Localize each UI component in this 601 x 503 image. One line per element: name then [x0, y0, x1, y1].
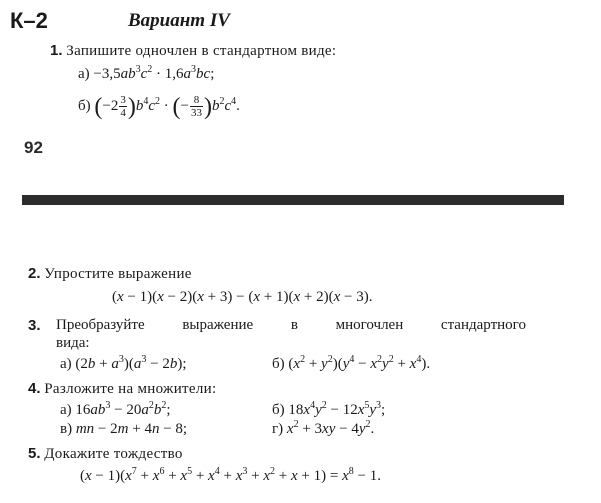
task-1a: [78, 66, 214, 83]
task-1b-expression: (−2 $\frac{3}{4}$ )$b^4c^2$ · (− $\frac{8}{33}$ )$b^2c^4$.: [94, 94, 240, 120]
task-3-word-3: в: [290, 317, 298, 333]
task-1a-expression: $-3,5ab^3c^2 \cdot 1,6a^3bc$;: [93, 64, 215, 82]
task-5-number: 5.: [28, 445, 41, 462]
task-4a-expression: $16ab^3 - 20a^2b^2$;: [75, 400, 171, 418]
task-2-text: Упростите выражение: [44, 266, 192, 282]
task-4-heading: [28, 380, 216, 398]
task-3-heading: [28, 317, 41, 335]
task-3-word-5: стандартного: [440, 317, 526, 333]
task-4b-label: б): [272, 402, 285, 418]
task-3-number: 3.: [28, 317, 41, 334]
task-1a-label: а): [78, 66, 90, 82]
task-3b-expression: $(x^2 + y^2)(y^4 - x^2y^2 + x^4)$.: [288, 354, 431, 372]
task-4d-label: г): [272, 421, 284, 437]
task-4d-expression: $x^2 + 3xy - 4y^2$.: [286, 419, 375, 437]
task-5-text: Докажите тождество: [44, 446, 183, 462]
task-4-text: Разложите на множители:: [44, 381, 217, 397]
page-number: 92: [24, 138, 43, 157]
task-3-word-1: Преобразуйте: [56, 317, 145, 333]
task-5-expression: $(x - 1)(x^7 + x^6 + x^5 + x^4 + x^3 + x^2 + x + 1) = x^8 - 1$.: [80, 466, 381, 484]
task-3a-label: а): [60, 356, 72, 372]
task-2-expression: (x − 1)(x − 2)(x + 3) − (x + 1)(x + 2)(x − 3).: [112, 289, 373, 305]
task-3-text-line2: вида:: [56, 335, 90, 351]
task-1b: [78, 94, 240, 121]
task-1-text: Запишите одночлен в стандартном виде:: [66, 43, 337, 59]
test-code: К–2: [10, 8, 48, 33]
task-3a-expression: $(2b + a^3)(a^3 - 2b)$;: [75, 354, 187, 372]
page-divider: [22, 195, 564, 205]
task-4a-label: а): [60, 402, 72, 418]
task-4c-expression: mn − 2m + 4n − 8;: [75, 421, 188, 437]
task-3-word-4: многочлен: [335, 317, 404, 333]
task-4c-label: в): [60, 421, 73, 437]
task-4b: [272, 402, 385, 419]
task-2-number: 2.: [28, 265, 41, 282]
task-5-heading: [28, 445, 183, 463]
task-4c: [60, 421, 187, 438]
variant-title: Вариант IV: [128, 10, 230, 31]
task-3-word-2: выражение: [182, 317, 254, 333]
task-3-text: [56, 317, 526, 334]
task-1-heading: [50, 42, 336, 60]
task-4a: [60, 402, 171, 419]
task-3b-label: б): [272, 356, 285, 372]
task-4d: [272, 421, 374, 438]
task-4-number: 4.: [28, 380, 41, 397]
task-1b-label: б): [78, 98, 91, 114]
task-1-number: 1.: [50, 42, 63, 59]
task-3a: [60, 356, 187, 373]
task-4b-expression: $18x^4y^2 - 12x^5y^3$;: [288, 400, 386, 418]
task-2-heading: [28, 265, 192, 283]
task-3b: [272, 356, 430, 373]
